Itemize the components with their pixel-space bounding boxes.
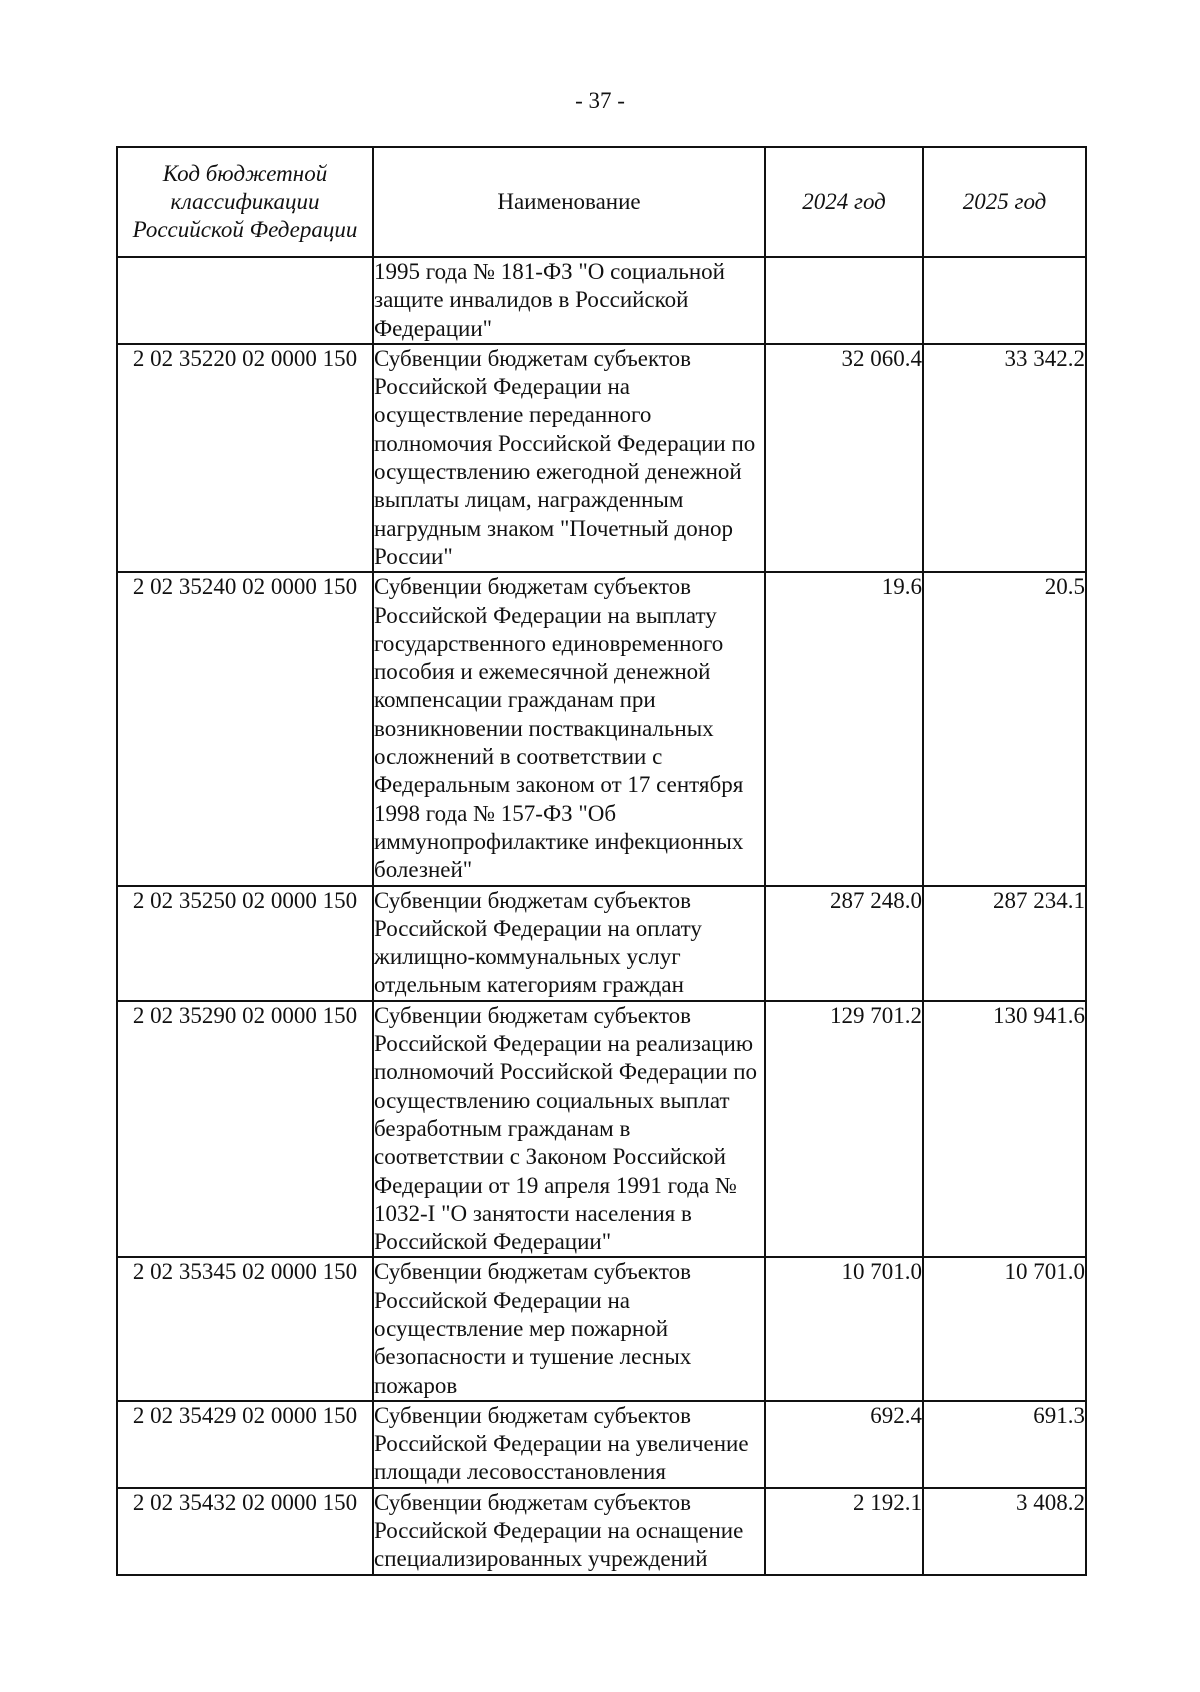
header-2024: 2024 год xyxy=(765,147,923,257)
row-2024: 32 060.4 xyxy=(765,344,923,572)
row-2024: 10 701.0 xyxy=(765,1257,923,1400)
row-2025: 33 342.2 xyxy=(923,344,1086,572)
row-2024: 2 192.1 xyxy=(765,1488,923,1575)
row-name: Субвенции бюджетам субъектов Российской Федерации на увеличение площади лесовосстановления xyxy=(373,1401,765,1488)
table-header-row xyxy=(117,147,1086,257)
row-name: Субвенции бюджетам субъектов Российской Федерации на оплату жилищно-коммунальных услуг отдельным категориям граждан xyxy=(373,886,765,1001)
row-name: Субвенции бюджетам субъектов Российской Федерации на осуществление мер пожарной безопасности и тушение лесных пожаров xyxy=(373,1257,765,1400)
budget-table xyxy=(116,146,1087,1576)
table-row xyxy=(117,572,1086,885)
header-2025: 2025 год xyxy=(923,147,1086,257)
row-2024: 692.4 xyxy=(765,1401,923,1488)
table-row xyxy=(117,1257,1086,1400)
row-2025: 691.3 xyxy=(923,1401,1086,1488)
row-2025: 20.5 xyxy=(923,572,1086,885)
row-code: 2 02 35250 02 0000 150 xyxy=(117,886,373,1001)
row-name: Субвенции бюджетам субъектов Российской Федерации на реализацию полномочий Российской Федерации по осуществлению социальных выплат безработным гражданам в соответствии с Законом Российской Федерации от 19 апреля 1991 года № 1032-I "О занятости населения в Российской Федерации" xyxy=(373,1001,765,1258)
row-2025: 10 701.0 xyxy=(923,1257,1086,1400)
row-2024: 287 248.0 xyxy=(765,886,923,1001)
row-2024: 19.6 xyxy=(765,572,923,885)
row-name: Субвенции бюджетам субъектов Российской Федерации на выплату государственного единовременного пособия и ежемесячной денежной компенсации гражданам при возникновении поствакцинальных осложнений в соответствии с Федеральным законом от 17 сентября 1998 года № 157-ФЗ "Об иммунопрофилактике инфекционных болезней" xyxy=(373,572,765,885)
row-code: 2 02 35290 02 0000 150 xyxy=(117,1001,373,1258)
table-row xyxy=(117,886,1086,1001)
row-2024: 129 701.2 xyxy=(765,1001,923,1258)
row-code xyxy=(117,257,373,344)
header-name: Наименование xyxy=(373,147,765,257)
page-number: - 37 - xyxy=(575,88,625,113)
table-row xyxy=(117,344,1086,572)
row-code: 2 02 35220 02 0000 150 xyxy=(117,344,373,572)
row-2025: 130 941.6 xyxy=(923,1001,1086,1258)
row-code: 2 02 35429 02 0000 150 xyxy=(117,1401,373,1488)
row-code: 2 02 35240 02 0000 150 xyxy=(117,572,373,885)
row-code: 2 02 35345 02 0000 150 xyxy=(117,1257,373,1400)
table-row xyxy=(117,1488,1086,1575)
row-2025: 3 408.2 xyxy=(923,1488,1086,1575)
header-code: Код бюджетной классификации Российской Федерации xyxy=(117,147,373,257)
row-code: 2 02 35432 02 0000 150 xyxy=(117,1488,373,1575)
row-name: Субвенции бюджетам субъектов Российской Федерации на осуществление переданного полномочия Российской Федерации по осуществлению ежегодной денежной выплаты лицам, награжденным нагрудным знаком "Почетный донор России" xyxy=(373,344,765,572)
row-name: 1995 года № 181-ФЗ "О социальной защите инвалидов в Российской Федерации" xyxy=(373,257,765,344)
row-name: Субвенции бюджетам субъектов Российской Федерации на оснащение специализированных учреждений xyxy=(373,1488,765,1575)
table-row xyxy=(117,1001,1086,1258)
row-2025 xyxy=(923,257,1086,344)
row-2024 xyxy=(765,257,923,344)
table-row xyxy=(117,1401,1086,1488)
table-row xyxy=(117,257,1086,344)
row-2025: 287 234.1 xyxy=(923,886,1086,1001)
